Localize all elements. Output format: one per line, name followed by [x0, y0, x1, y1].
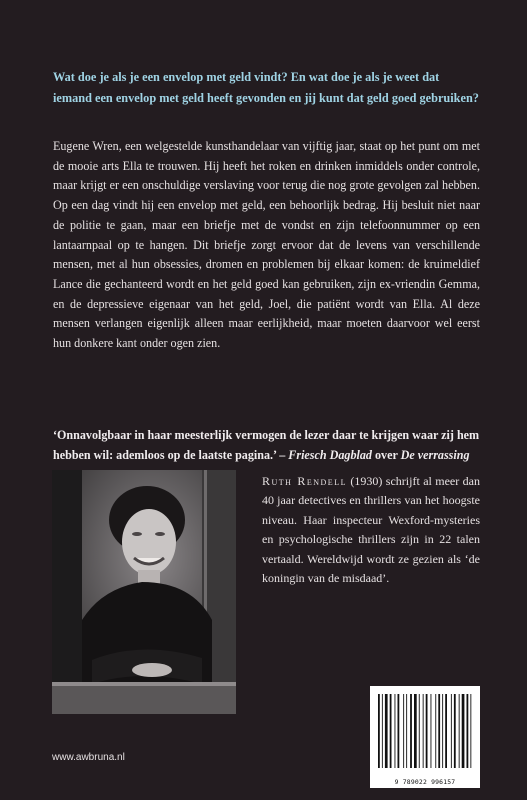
- barcode-bar: [382, 694, 383, 768]
- synopsis: Eugene Wren, een welgestelde kunsthandelaar van vijftig jaar, staat op het punt om met de mooie arts Ella te trouwen. Hij heeft het roken en drinken inmiddels onder controle, maar krijgt er een onschuldige verslaving voor terug die nog grote gevolgen zal hebben. Op een dag vindt hij een envelop met geld, een behoorlijk bedrag. Hij besluit niet naar de politie te gaan, maar een briefje met de vondst en zijn telefoonnummer op een lantaarnpaal op te hangen. Dit briefje zorgt ervoor dat de levens van verschillende mensen, met al hun obsessies, dromen en problemen bij elkaar komen: de kruimeldief Lance die gechanteerd wordt en het geld goed kan gebruiken, zijn ex-vriendin Gemma, en de depressieve eigenaar van het geld, Joel, die patiënt wordt van Ella. Al deze mensen verlangen eigenlijk alleen maar eerlijkheid, maar moeten daarvoor wel eerst hun donkere kant onder ogen zien.: [53, 139, 480, 351]
- barcode-bar: [398, 694, 400, 768]
- barcode-bar: [442, 694, 443, 768]
- author-name: Ruth Rendell: [262, 474, 347, 488]
- barcode-bar: [470, 694, 471, 768]
- publisher-website[interactable]: www.awbruna.nl: [52, 752, 125, 763]
- hook-question: Wat doe je als je een envelop met geld vindt? En wat doe je als je weet dat iemand een envelop met geld heeft gevonden en jij kunt dat geld goed gebruiken?: [53, 70, 479, 105]
- isbn-number: 9 789022 996157: [394, 778, 456, 786]
- barcode-bar: [423, 694, 424, 768]
- barcode-bar: [414, 694, 417, 768]
- barcode-bar: [438, 694, 440, 768]
- barcode-bar: [459, 694, 460, 768]
- barcode-bar: [406, 694, 407, 768]
- author-photo: [52, 470, 236, 714]
- barcode-bar: [395, 694, 396, 768]
- press-quote: [53, 425, 480, 465]
- barcode-bar: [454, 694, 456, 768]
- barcode-bar: [445, 694, 447, 768]
- barcode-bar: [467, 694, 469, 768]
- quote-source: Friesch Dagblad: [288, 448, 372, 462]
- barcode-bar: [390, 694, 392, 768]
- barcode-bar: [403, 694, 404, 768]
- quote-text: ‘Onnavolgbaar in haar meesterlijk vermogen de lezer daar te krijgen waar zij hem hebben wil: ademloos op de laatste pagina.’ –: [53, 428, 480, 462]
- author-bio: [262, 472, 480, 588]
- barcode-bar: [431, 694, 432, 768]
- barcode-bar: [462, 694, 465, 768]
- quote-book-title: De verrassing: [400, 448, 470, 462]
- barcode-bar: [410, 694, 412, 768]
- barcode-bar: [378, 694, 380, 768]
- barcode-bar: [435, 694, 436, 768]
- barcode-bar: [385, 694, 388, 768]
- barcode-bar: [419, 694, 420, 768]
- barcode-bar: [451, 694, 452, 768]
- barcode-bar: [426, 694, 428, 768]
- isbn-barcode: [370, 686, 480, 788]
- quote-connector: over: [371, 448, 401, 462]
- author-bio-text: (1930) schrijft al meer dan 40 jaar detectives en thrillers van het hoogste niveau. Haar inspecteur Wexford-mysteries en psychologische thrillers zijn in 22 talen vertaald. Wereldwijd wordt ze gezien als ‘de koningin van de misdaad’.: [262, 474, 480, 586]
